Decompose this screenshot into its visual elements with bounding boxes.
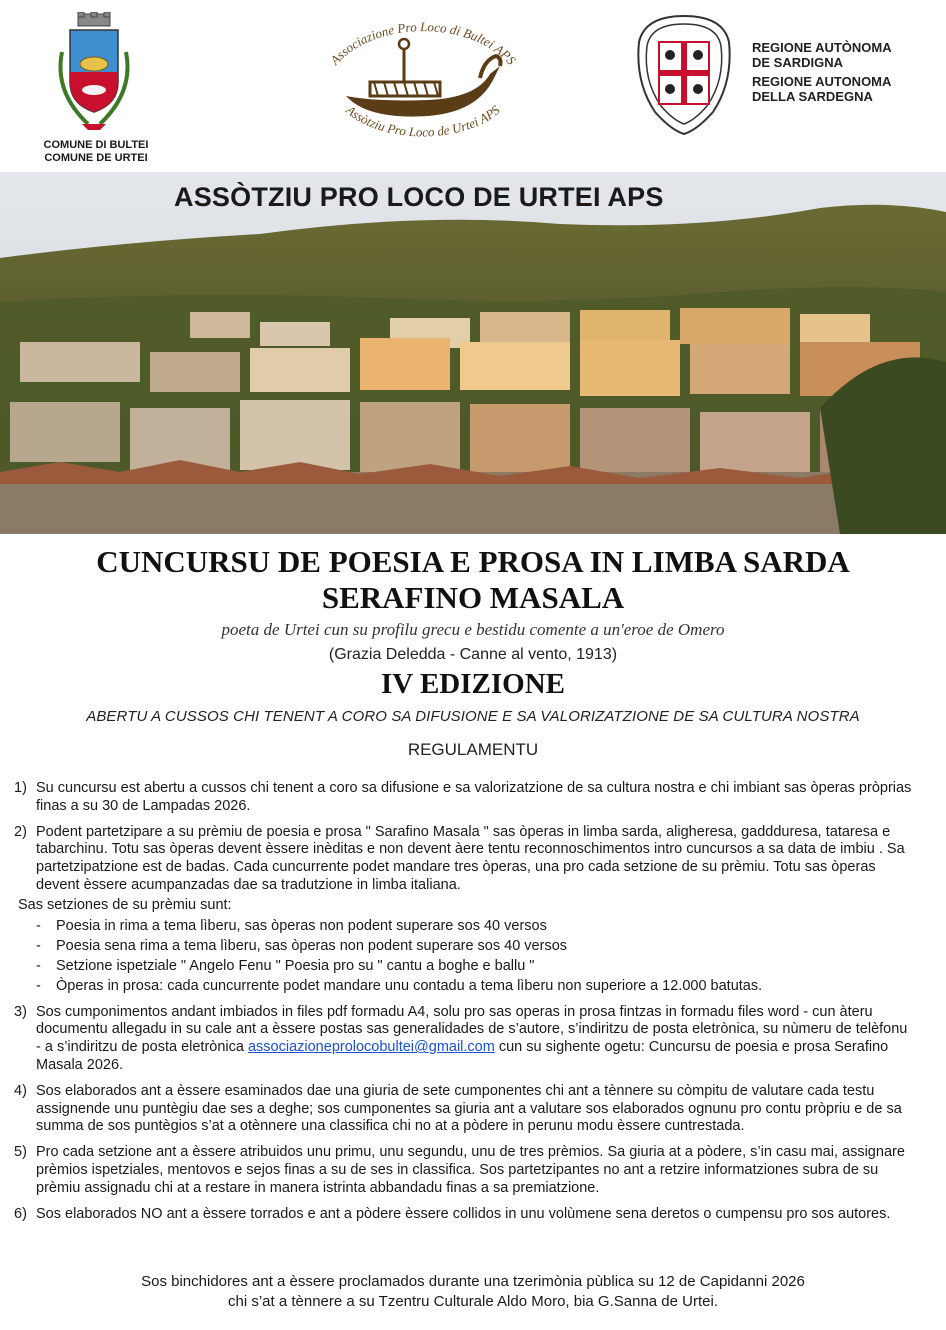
rule-6 bbox=[14, 1206, 914, 1224]
edition-label: IV EDIZIONE bbox=[381, 668, 565, 700]
contest-quote: poeta de Urtei cun su profilu grecu e bestidu comente a un'eroe de Omero bbox=[221, 620, 725, 639]
rule-text-continued: cun su sighente ogetu: Cuncursu de poesia e prosa Serafino Masala 2026. bbox=[36, 1039, 889, 1073]
village-landscape-illustration bbox=[0, 172, 946, 534]
comune-coat-of-arms bbox=[48, 12, 140, 136]
contest-title-line1: CUNCURSU DE POESIA E PROSA IN LIMBA SARDA bbox=[96, 544, 850, 579]
list-item bbox=[36, 936, 914, 956]
sections-intro: Sas setziones de su prèmiu sunt: bbox=[18, 896, 232, 913]
regione-sardegna-emblem bbox=[635, 12, 733, 136]
comune-name-line2: COMUNE DE URTEI bbox=[44, 152, 148, 164]
village-photo-banner bbox=[0, 172, 946, 534]
banner-title: ASSÒTZIU PRO LOCO DE URTEI APS bbox=[174, 182, 664, 212]
list-dash: - bbox=[36, 937, 41, 954]
list-dash: - bbox=[36, 977, 41, 994]
rule-number: 2) bbox=[14, 823, 27, 840]
comune-name bbox=[22, 139, 170, 165]
regulation-heading: REGULAMENTU bbox=[407, 740, 539, 759]
rule-text: Sos elaborados NO ant a èssere torrados e ant a pòdere èssere collidos in unu volùmene sena deretos o cumpensu pro sos autores. bbox=[36, 1205, 891, 1222]
contact-email-link[interactable]: associazioneprolocobultei@gmail.com bbox=[247, 1039, 495, 1056]
contest-tagline: ABERTU A CUSSOS CHI TENENT A CORO SA DIFUSIONE E SA VALORIZATZIONE DE SA CULTURA NOSTRA bbox=[86, 708, 860, 725]
rule-1 bbox=[14, 780, 914, 816]
rule-2 bbox=[14, 824, 914, 895]
regulation-rules bbox=[14, 780, 914, 1231]
list-item bbox=[36, 916, 914, 936]
contest-title-line2: SERAFINO MASALA bbox=[321, 580, 625, 615]
rule-3 bbox=[14, 1004, 914, 1075]
rule-4 bbox=[14, 1083, 914, 1136]
rule-number: 6) bbox=[14, 1205, 27, 1222]
rule-text: Su cuncursu est abertu a cussos chi tenent a coro sa difusione e sa valorizatzione de sa cultura nostra e chi imbiant sas òperas pròprias finas a su 30 de Lampadas 2026. bbox=[36, 780, 912, 814]
section-text: Òperas in prosa: cada cuncurrente podet mandare unu contadu a tema lìberu non superiore a 12.000 batutas. bbox=[56, 977, 763, 994]
section-text: Setzione ispetziale " Angelo Fenu " Poesia pro su " cantu a boghe e ballu " bbox=[56, 957, 535, 974]
rule-number: 3) bbox=[14, 1003, 27, 1020]
rule-text: Sos elaborados ant a èssere esaminados dae una giuria de sete cumponentes chi ant a tènnere su còmpitu de valutare cada testu assignende unu puntègiu dae ses a deghe; sos cumponentes sa giuria ant a valutare sos elaborados ognunu pro contu pròpriu e de sa summa de sos puntègios s’at a otènnere una classifica chi no at a pòdere in perunu modu èssere cuntrestada. bbox=[36, 1082, 902, 1135]
list-dash: - bbox=[36, 917, 41, 934]
quote-citation: (Grazia Deledda - Canne al vento, 1913) bbox=[328, 646, 618, 663]
list-item bbox=[36, 956, 914, 976]
section-text: Poesia in rima a tema lìberu, sas òperas non podent superare sos 40 versos bbox=[56, 917, 547, 934]
footer-line2: chi s’at a tènnere a su Tzentru Culturale Aldo Moro, bia G.Sanna de Urtei. bbox=[228, 1293, 718, 1310]
section-text: Poesia sena rima a tema lìberu, sas òperas non podent superare sos 40 versos bbox=[56, 937, 568, 954]
regione-name-line3: REGIONE AUTONOMA bbox=[752, 74, 892, 89]
proloco-logo-bottom-text: Assòtziu Pro Loco de Urtei APS bbox=[343, 102, 503, 140]
regione-name bbox=[752, 40, 892, 104]
regione-name-line4: DELLA SARDEGNA bbox=[752, 89, 873, 104]
rule-number: 1) bbox=[14, 780, 27, 796]
list-item bbox=[36, 976, 914, 996]
page-header bbox=[0, 0, 946, 172]
rule-text: Sos cumponimentos andant imbiados in files pdf formadu A4, solu pro sas operas in prosa fintzas in formadu files word - cun àteru documentu allegadu in su cale ant a èssere postas sas generalidades de s’autore, s’indiritzu de posta eletrònica, su nùmeru de telèfonu - a s’indiritzu de posta eletrònica bbox=[36, 1003, 908, 1056]
award-ceremony-note bbox=[0, 1272, 946, 1312]
proloco-logo bbox=[308, 8, 538, 160]
rule-text: Podent partetzipare a su prèmiu de poesia e prosa " Sarafino Masala " sas òperas in limba sarda, aligheresa, gaddduresa, tataresa e tabarchinu. Totu sas òperas devent èssere inèditas e non devent àere tentu reconnoschimentos intro cuncursos a sa data de imbiu . Sa partetzipatzione est de badas. Cada cuncurrente podet mandare tres òperas, una pro cada setzione de su prèmiu. Totu sas òperas devent èssere acumpanzadas dae sa tradutzione in limba italiana. bbox=[36, 823, 905, 893]
prize-sections-list bbox=[14, 916, 914, 996]
rule-number: 4) bbox=[14, 1082, 27, 1099]
rule-number: 5) bbox=[14, 1144, 27, 1161]
regione-name-line2: DE SARDIGNA bbox=[752, 55, 844, 70]
rule-text: Pro cada setzione ant a èssere atribuidos unu primu, unu segundu, unu de tres prèmios. Sa giuria at a pòdere, s’in casu mai, assignare prèmios ispetziales, mentovos e sejos finas a su de ses in classifica. Sos partetzipantes no ant a retzire informatziones subra de su prèmiu assignadu chi at a restare in manera istrinta abbandadu finas a sa premiatzione. bbox=[36, 1144, 905, 1196]
proloco-logo-top-text: Associazione Pro Loco di Bultei APS bbox=[327, 19, 520, 68]
footer-line1: Sos binchidores ant a èssere proclamados durante una tzerimònia pùblica su 12 de Capidanni 2026 bbox=[141, 1273, 805, 1290]
regione-name-line1: REGIONE AUTÒNOMA bbox=[752, 40, 892, 55]
rule-5 bbox=[14, 1144, 914, 1197]
list-dash: - bbox=[36, 957, 41, 974]
comune-name-line1: COMUNE DI BULTEI bbox=[43, 139, 149, 151]
